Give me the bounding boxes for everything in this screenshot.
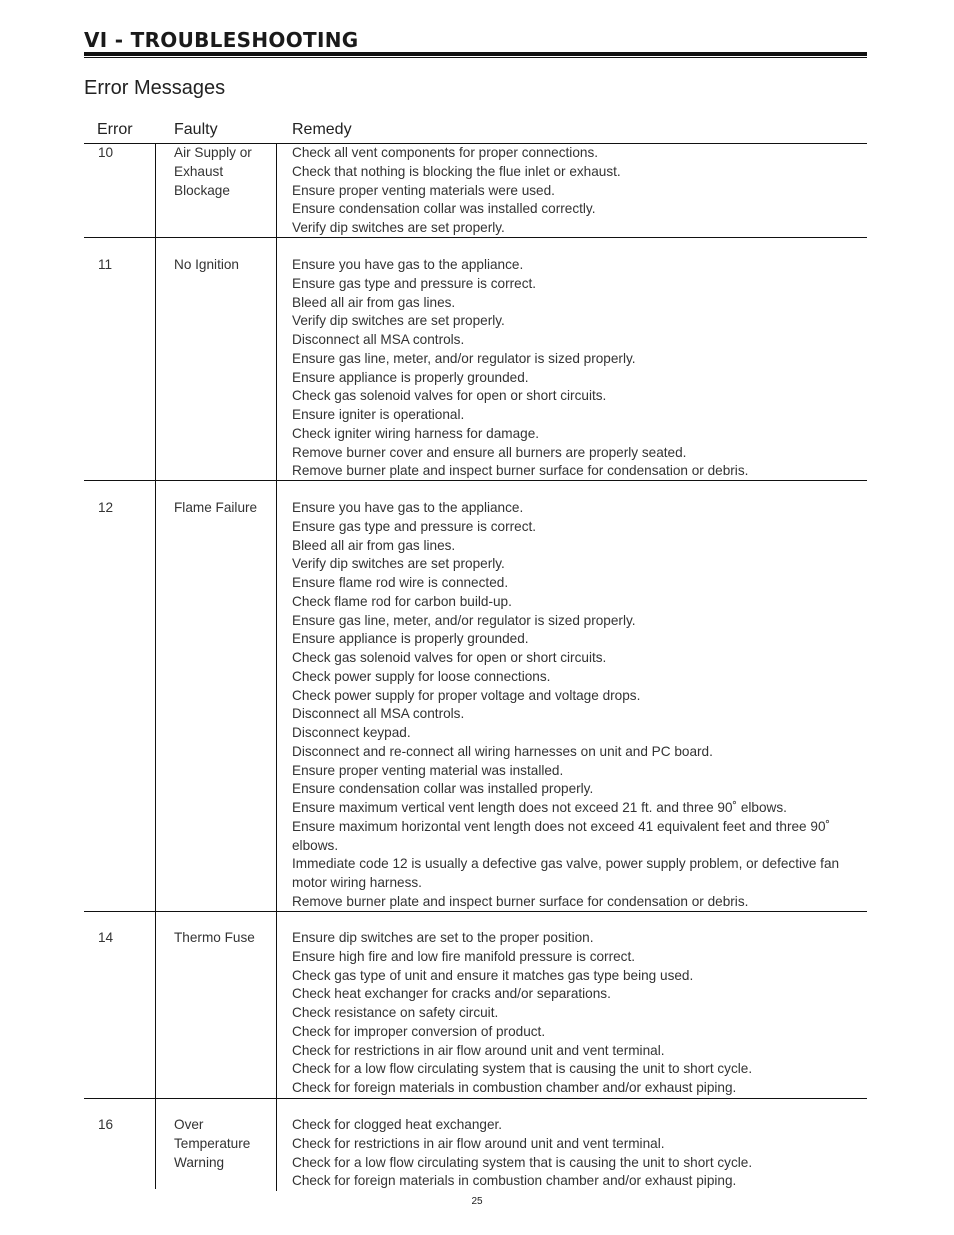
remedy-item: Check for foreign materials in combustion chamber and/or exhaust piping.	[292, 1080, 737, 1095]
remedy-item: Verify dip switches are set properly.	[292, 220, 505, 235]
column-divider	[276, 912, 277, 1098]
remedy-item: Check power supply for loose connections.	[292, 668, 551, 684]
remedy-item: Check for a low flow circulating system that is causing the unit to short cycle.	[292, 1061, 753, 1077]
remedy-item: Check gas solenoid valves for open or short circuits.	[292, 650, 607, 665]
page-subtitle: Error Messages	[84, 77, 226, 99]
column-divider	[155, 481, 156, 911]
remedy-item: Ensure gas type and pressure is correct.	[292, 275, 537, 291]
remedy-list	[292, 929, 862, 1098]
remedy-item: Disconnect all MSA controls.	[292, 332, 465, 347]
remedy-item: Ensure igniter is operational.	[292, 407, 465, 422]
remedy-item: Check for a low flow circulating system that is causing the unit to short cycle.	[292, 1154, 753, 1170]
error-code: 16	[98, 1117, 114, 1132]
faulty-description: Thermo Fuse	[174, 930, 255, 945]
remedy-item: Ensure high fire and low fire manifold pressure is correct.	[292, 948, 636, 964]
remedy-item: Check that nothing is blocking the flue inlet or exhaust.	[292, 163, 621, 179]
remedy-item: Ensure appliance is properly grounded.	[292, 631, 529, 647]
error-code: 14	[98, 930, 114, 945]
column-header-faulty: Faulty	[174, 121, 218, 138]
remedy-item: Check for restrictions in air flow around unit and vent terminal.	[292, 1042, 665, 1058]
remedy-item: Check flame rod for carbon build-up.	[292, 593, 512, 609]
remedy-item: Ensure maximum vertical vent length does not exceed 21 ft. and three 90˚ elbows.	[292, 800, 787, 815]
remedy-item: Check for foreign materials in combustion chamber and/or exhaust piping.	[292, 1173, 737, 1189]
faulty-description: No Ignition	[174, 257, 239, 272]
remedy-list	[292, 1116, 862, 1191]
column-divider	[155, 912, 156, 1098]
column-divider	[276, 144, 277, 237]
remedy-item: Ensure proper venting material was installed.	[292, 762, 564, 778]
remedy-item: Check gas solenoid valves for open or short circuits.	[292, 388, 607, 404]
remedy-list	[292, 256, 862, 481]
faulty-description: Air Supply or Exhaust Blockage	[174, 145, 252, 198]
remedy-item: Check power supply for proper voltage and voltage drops.	[292, 687, 641, 703]
remedy-item: Bleed all air from gas lines.	[292, 294, 456, 310]
remedy-item: Disconnect keypad.	[292, 725, 411, 740]
remedy-item: Check all vent components for proper connections.	[292, 145, 599, 160]
table-row	[84, 144, 867, 238]
faulty-description: Over Temperature Warning	[174, 1117, 251, 1170]
remedy-item: Ensure condensation collar was installed properly.	[292, 781, 594, 797]
remedy-item: Ensure appliance is properly grounded.	[292, 369, 529, 385]
remedy-item: Remove burner plate and inspect burner surface for condensation or debris.	[292, 463, 749, 479]
remedy-item: Ensure proper venting materials were used.	[292, 182, 555, 198]
remedy-item: Ensure gas line, meter, and/or regulator is sized properly.	[292, 612, 636, 628]
remedy-item: Remove burner cover and ensure all burners are properly seated.	[292, 444, 687, 460]
remedy-item: Ensure gas type and pressure is correct.	[292, 518, 537, 534]
column-divider	[276, 1099, 277, 1191]
remedy-list	[292, 144, 862, 238]
column-divider	[155, 238, 156, 480]
remedy-item: Ensure dip switches are set to the proper position.	[292, 930, 594, 945]
remedy-item: Ensure you have gas to the appliance.	[292, 500, 524, 515]
remedy-item: Ensure flame rod wire is connected.	[292, 575, 509, 590]
remedy-item: Remove burner plate and inspect burner surface for condensation or debris.	[292, 893, 749, 909]
error-code: 10	[98, 145, 114, 160]
column-divider	[276, 238, 277, 480]
column-divider	[276, 481, 277, 911]
remedy-list	[292, 499, 862, 912]
column-divider	[155, 144, 156, 237]
table-row	[84, 1099, 867, 1191]
remedy-item: Immediate code 12 is usually a defective gas valve, power supply problem, or defective fan motor wiring harness.	[292, 856, 840, 890]
remedy-item: Check igniter wiring harness for damage.	[292, 425, 540, 441]
faulty-description: Flame Failure	[174, 500, 258, 515]
error-code: 12	[98, 500, 114, 515]
title-rule-thin	[84, 57, 867, 58]
remedy-item: Check heat exchanger for cracks and/or separations.	[292, 986, 611, 1002]
remedy-item: Ensure you have gas to the appliance.	[292, 257, 524, 272]
remedy-item: Ensure maximum horizontal vent length does not exceed 41 equivalent feet and three 90˚ elbows.	[292, 818, 831, 853]
remedy-item: Check resistance on safety circuit.	[292, 1005, 499, 1020]
table-row	[84, 481, 867, 912]
remedy-item: Check gas type of unit and ensure it matches gas type being used.	[292, 967, 694, 983]
error-code: 11	[98, 257, 113, 272]
column-header-error: Error	[97, 121, 133, 138]
section-title: VI - TROUBLESHOOTING	[84, 28, 359, 52]
table-row	[84, 238, 867, 481]
remedy-item: Check for restrictions in air flow around unit and vent terminal.	[292, 1135, 665, 1151]
remedy-item: Verify dip switches are set properly.	[292, 556, 505, 572]
remedy-item: Disconnect and re-connect all wiring harnesses on unit and PC board.	[292, 743, 713, 759]
page-number: 25	[471, 1196, 483, 1207]
remedy-item: Disconnect all MSA controls.	[292, 706, 465, 722]
remedy-item: Bleed all air from gas lines.	[292, 537, 456, 553]
column-divider	[155, 1099, 156, 1189]
column-header-remedy: Remedy	[292, 121, 352, 138]
remedy-item: Check for improper conversion of product.	[292, 1023, 546, 1039]
remedy-item: Ensure condensation collar was installed correctly.	[292, 201, 596, 217]
remedy-item: Check for clogged heat exchanger.	[292, 1117, 503, 1132]
remedy-item: Verify dip switches are set properly.	[292, 313, 505, 329]
remedy-item: Ensure gas line, meter, and/or regulator is sized properly.	[292, 350, 636, 366]
title-rule-thick	[84, 52, 867, 56]
table-row	[84, 912, 867, 1099]
